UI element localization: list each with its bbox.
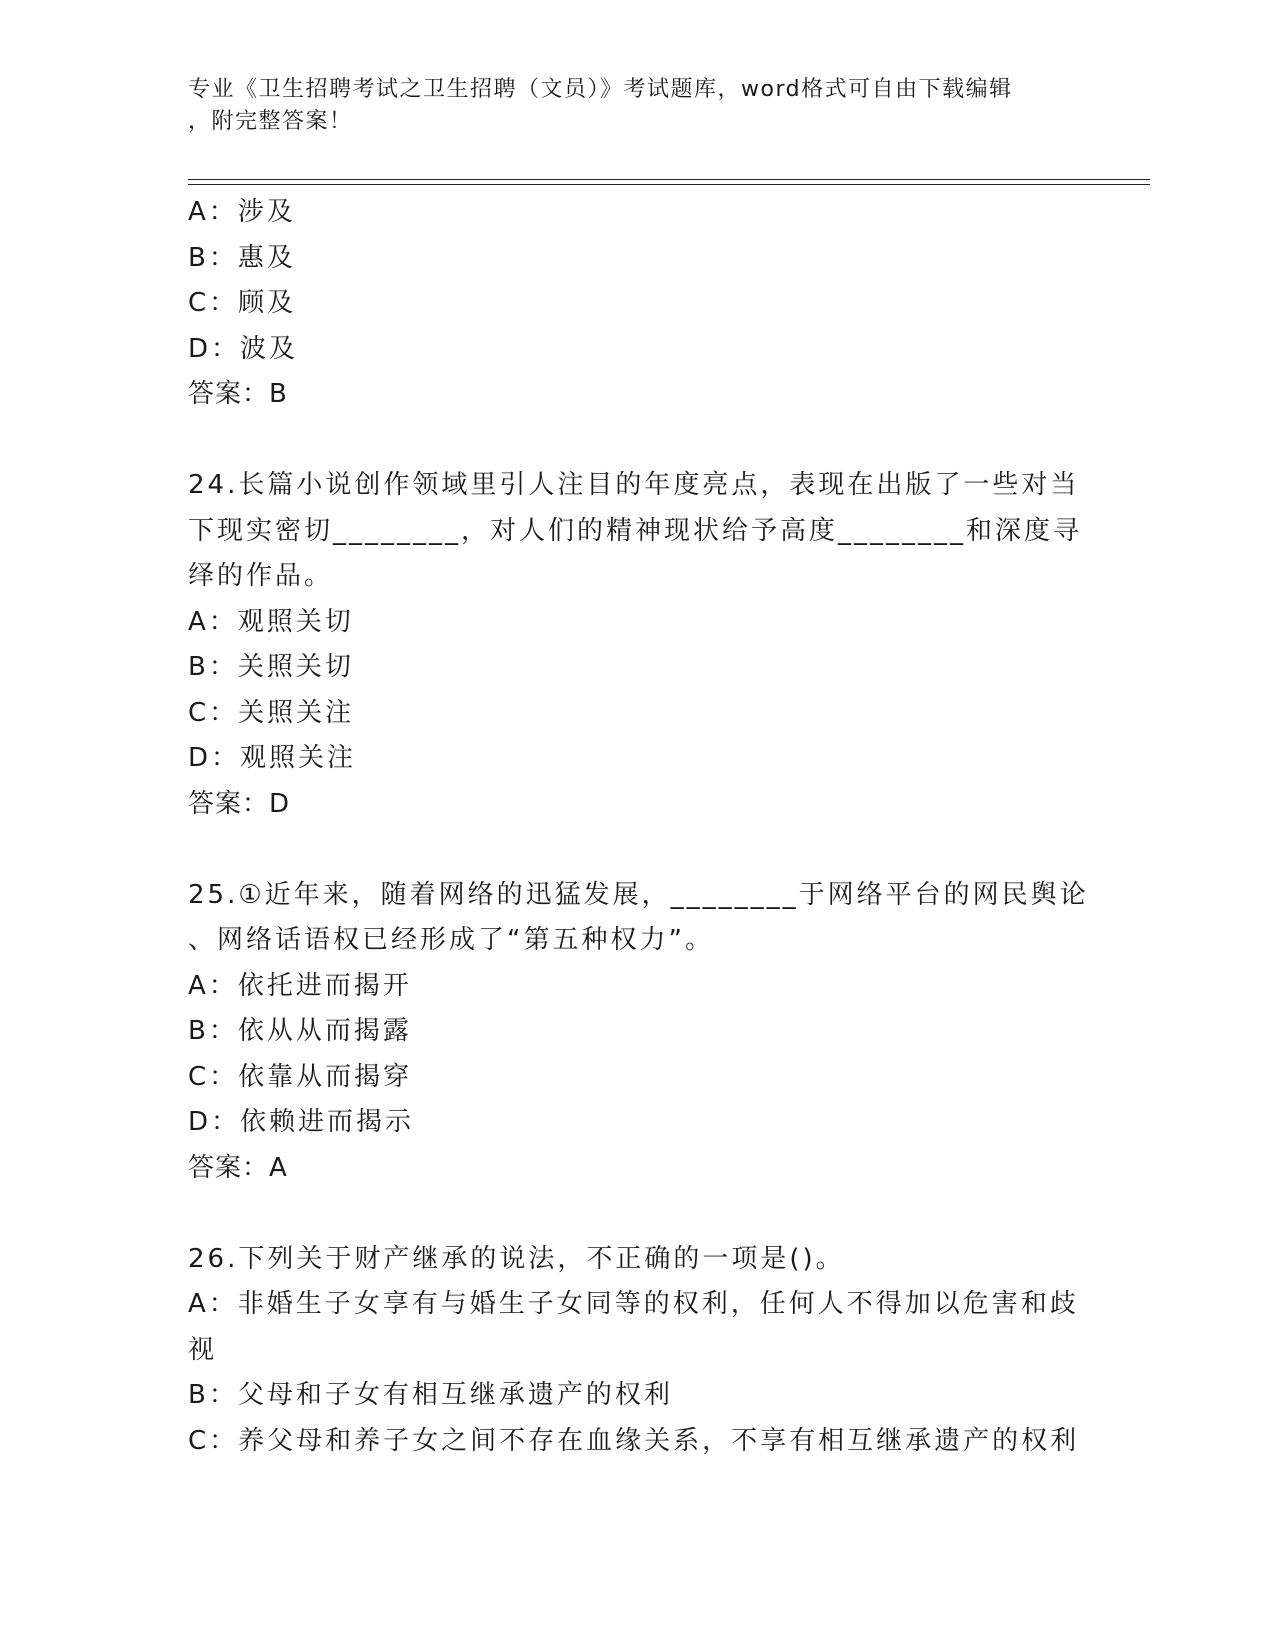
option-c: C：依靠从而揭穿 (188, 1061, 413, 1092)
option-d: D：依赖进而揭示 (188, 1107, 415, 1137)
header-line-1: 专业《卫生招聘考试之卫生招聘（文员）》考试题库，word格式可自由下载编辑 (188, 77, 1013, 102)
answer: 答案：A (188, 1152, 288, 1183)
option-a: A：观照关切 (188, 606, 354, 637)
option-a: A：涉及 (188, 197, 296, 227)
question-text-line: 26.下列关于财产继承的说法，不正确的一项是()。 (188, 1243, 845, 1274)
question-content (188, 190, 1088, 1464)
question-24 (188, 463, 1088, 827)
question-text-line: 绎的作品。 (188, 561, 334, 591)
question-text-line: 、网络话语权已经形成了“第五种权力”。 (188, 925, 714, 955)
option-c: C：顾及 (188, 288, 297, 318)
option-a: A：非婚生子女享有与婚生子女同等的权利，任何人不得加以危害和歧 (188, 1289, 1079, 1319)
option-b: B：父母和子女有相互继承遗产的权利 (188, 1380, 673, 1410)
answer: 答案：B (188, 379, 288, 409)
spacer (188, 418, 1088, 464)
question-text-line: 25.①近年来，随着网络的迅猛发展，________于网络平台的网民舆论 (188, 879, 1089, 910)
header-line-2: ，附完整答案！ (188, 109, 353, 134)
answer: 答案：D (188, 788, 291, 819)
option-b: B：依从从而揭露 (188, 1016, 412, 1046)
question-text-line: 24.长篇小说创作领域里引人注目的年度亮点，表现在出版了一些对当 (188, 470, 1080, 500)
option-b: B：惠及 (188, 242, 296, 273)
option-b: B：关照关切 (188, 652, 354, 682)
option-d: D：波及 (188, 333, 299, 364)
document-header (188, 74, 1068, 138)
option-a-continued: 视 (188, 1334, 218, 1365)
question-25 (188, 873, 1088, 1192)
header-rule-bottom (188, 184, 1150, 185)
question-text-line: 下现实密切________，对人们的精神现状给予高度________和深度寻 (188, 515, 1083, 546)
option-c: C：养父母和养子女之间不存在血缘关系，不享有相互继承遗产的权利 (188, 1425, 1080, 1456)
spacer (188, 827, 1088, 873)
option-d: D：观照关注 (188, 743, 357, 773)
option-c: C：关照关注 (188, 697, 355, 728)
spacer (188, 1191, 1088, 1237)
question-23 (188, 190, 1088, 418)
question-26 (188, 1237, 1088, 1465)
header-rule-top (188, 179, 1150, 180)
option-a: A：依托进而揭开 (188, 970, 412, 1001)
